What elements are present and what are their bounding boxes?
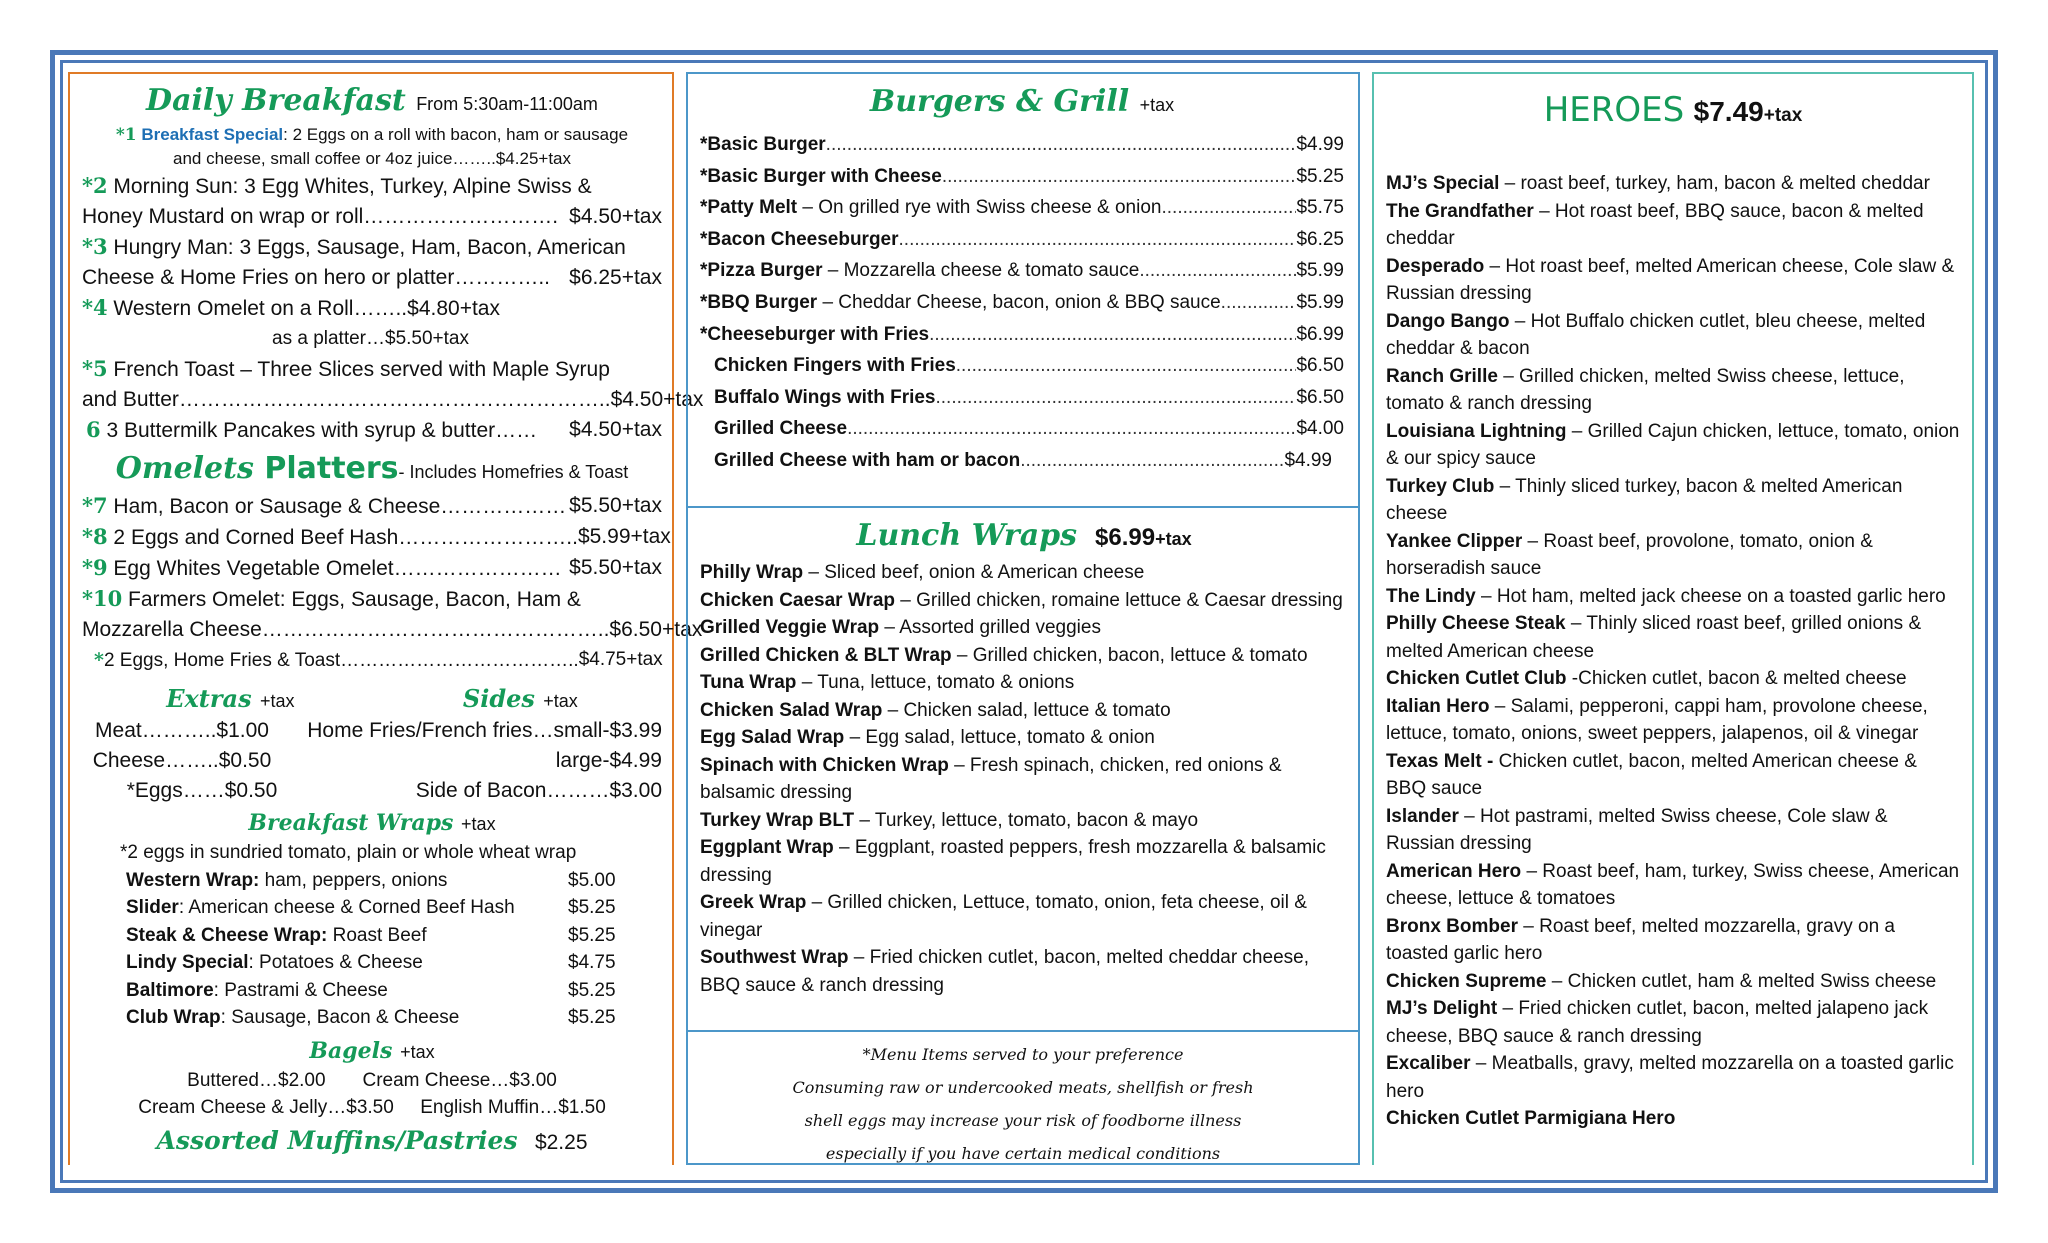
bagel-item: Cream Cheese & Jelly…$3.50 <box>138 1097 394 1118</box>
item-name: *Patty Melt <box>700 197 798 219</box>
item-price: $5.99 <box>1296 260 1344 282</box>
item-desc: : 2 Eggs on a roll with bacon, ham or sausage <box>283 125 629 144</box>
item-name: The Grandfather <box>1386 200 1534 222</box>
item-name: *Pizza Burger <box>700 260 823 282</box>
list-item <box>1386 693 1960 748</box>
item-name: Grilled Cheese <box>714 418 848 440</box>
item-desc: Chicken cutlet, bacon, melted American cheese & BBQ sauce <box>1386 750 1917 799</box>
lunch-wraps-list <box>700 559 1348 999</box>
leader-dots <box>1020 445 1284 477</box>
item-desc: French Toast – Three Slices served with Maple Syrup <box>107 358 610 381</box>
extras-item: *Eggs……$0.50 <box>126 779 278 802</box>
list-item <box>1386 858 1960 913</box>
item-price: $6.50+tax <box>609 618 703 641</box>
item-desc: – Hot roast beef, melted American cheese, Cole slaw & Russian dressing <box>1386 255 1955 304</box>
item-price: $4.99 <box>1284 449 1332 471</box>
item-name: Chicken Cutlet Parmigiana Hero <box>1386 1108 1676 1129</box>
item-desc: – Roast beef, ham, turkey, Swiss cheese, American cheese, lettuce & tomatoes <box>1386 860 1960 909</box>
item-name: *Bacon Cheeseburger <box>700 228 899 250</box>
heroes-title: HEROES <box>1543 90 1685 130</box>
item-desc: – Grilled chicken, Lettuce, tomato, onion, feta cheese, oil & vinegar <box>700 892 1307 941</box>
list-item <box>700 129 1344 161</box>
item-price: $6.50 <box>1296 355 1344 377</box>
item-name: Chicken Fingers with Fries <box>714 355 956 377</box>
item-name: Turkey Club <box>1386 475 1495 497</box>
item-name: Club Wrap <box>126 1007 221 1028</box>
item-desc: -Chicken cutlet, bacon & melted cheese <box>1566 668 1907 689</box>
list-item <box>700 287 1344 319</box>
muffins-price: $2.25 <box>534 1130 588 1154</box>
item-desc: – Hot Buffalo chicken cutlet, bleu cheese, melted cheddar & bacon <box>1386 310 1926 359</box>
item-price: $4.00 <box>1296 418 1344 440</box>
item-desc: 3 Buttermilk Pancakes with syrup & butter…… <box>100 419 538 442</box>
sides-item: large-$4.99 <box>555 749 662 772</box>
item-desc: Farmers Omelet: Eggs, Sausage, Bacon, Ham & <box>122 588 581 611</box>
list-item <box>1386 995 1960 1050</box>
item-desc: and Butter…………………………………………………….. <box>82 388 611 411</box>
sides-item: Side of Bacon………$3.00 <box>415 779 662 802</box>
item-price: $4.75 <box>568 952 616 973</box>
list-item <box>1386 583 1960 611</box>
burgers-tax: +tax <box>1139 95 1175 115</box>
list-item <box>700 382 1344 414</box>
bagels-title: Bagels <box>309 1037 393 1064</box>
item-number: *7 <box>82 493 108 518</box>
item-name: Italian Hero <box>1386 695 1490 717</box>
list-item <box>700 413 1344 445</box>
list-item <box>1386 170 1960 198</box>
item-price: $6.25+tax <box>569 266 662 289</box>
leader-dots <box>942 161 1297 193</box>
item-price: $6.25 <box>1296 228 1344 250</box>
leader-dots <box>936 382 1297 414</box>
list-item <box>1386 308 1960 363</box>
list-item <box>700 697 1348 725</box>
item-desc: – Tuna, lettuce, tomato & onions <box>796 672 1075 693</box>
breakfast-wraps-list <box>82 839 662 1032</box>
item-desc: – Fried chicken cutlet, bacon, melted jalapeno jack cheese, BBQ sauce & ranch dressing <box>1386 998 1929 1047</box>
list-item <box>1386 253 1960 308</box>
item-price: $4.75+tax <box>578 649 663 670</box>
item-desc: – Chicken salad, lettuce & tomato <box>882 699 1171 721</box>
muffins-heading <box>82 1126 662 1158</box>
bagel-item: Cream Cheese…$3.00 <box>362 1069 557 1091</box>
breakfast-item-4 <box>82 293 662 354</box>
item-price: $5.25 <box>568 979 616 1001</box>
item-desc: : Pastrami & Cheese <box>213 979 388 1001</box>
list-item <box>126 949 662 977</box>
list-item <box>700 350 1344 382</box>
heroes-heading <box>1386 90 1960 130</box>
item-name: Spinach with Chicken Wrap <box>700 754 949 776</box>
heroes-price: $7.49 <box>1693 96 1764 127</box>
leader-dots <box>899 224 1297 256</box>
omelets-subtitle: - Includes Homefries & Toast <box>398 462 629 482</box>
omelet-item-10 <box>82 584 703 645</box>
lunch-wraps-section <box>686 506 1360 1032</box>
item-number: *2 <box>82 173 108 198</box>
list-item <box>700 642 1348 670</box>
item-desc: – Grilled Cajun chicken, lettuce, tomato, onion & our spicy sauce <box>1386 420 1960 469</box>
item-name: MJ’s Special <box>1386 173 1500 194</box>
breakfast-item-6 <box>82 415 662 446</box>
item-desc: Egg Whites Vegetable Omelet…………………… <box>107 557 562 580</box>
item-name: *Basic Burger with Cheese <box>700 165 942 187</box>
item-desc: – Chicken cutlet, ham & melted Swiss cheese <box>1546 970 1937 992</box>
bagel-item: Buttered…$2.00 <box>187 1069 326 1091</box>
item-price: $5.25 <box>568 924 616 946</box>
item-desc: and cheese, small coffee or 4oz juice……..$4.25+tax <box>173 149 571 168</box>
item-desc: – Sliced beef, onion & American cheese <box>803 562 1145 583</box>
item-price: $5.50+tax <box>569 494 662 517</box>
breakfast-wraps-heading <box>82 808 662 839</box>
burgers-grill-section <box>686 72 1360 508</box>
lunch-wraps-tax: +tax <box>1155 529 1192 549</box>
item-desc: – Turkey, lettuce, tomato, bacon & mayo <box>854 809 1199 831</box>
item-name: Slider <box>126 897 179 918</box>
food-safety-notice <box>686 1030 1360 1165</box>
list-item <box>700 944 1348 999</box>
leader-dots <box>929 319 1296 351</box>
item-desc: – Roast beef, provolone, tomato, onion & horseradish sauce <box>1386 530 1873 579</box>
item-name: Chicken Salad Wrap <box>700 699 883 721</box>
heroes-list <box>1386 170 1960 1133</box>
breakfast-item-3 <box>82 232 662 293</box>
item-price: $4.99 <box>1296 134 1344 155</box>
heroes-tax: +tax <box>1763 105 1803 126</box>
list-item <box>1386 198 1960 253</box>
item-name: Ranch Grille <box>1386 365 1498 387</box>
breakfast-item-2 <box>82 171 662 232</box>
item-desc: 2 Eggs and Corned Beef Hash…………………….. <box>107 526 578 549</box>
item-desc: Roast Beef <box>327 924 427 946</box>
item-number: 6 <box>86 417 101 442</box>
omelet-item-7 <box>82 491 662 522</box>
list-item <box>1386 418 1960 473</box>
daily-breakfast-title: Daily Breakfast <box>146 83 406 118</box>
item-desc: as a platter…$5.50+tax <box>272 328 469 349</box>
item-desc: ham, peppers, onions <box>259 869 448 891</box>
item-name: *BBQ Burger <box>700 291 818 313</box>
list-item <box>126 894 662 922</box>
item-price: $5.99 <box>1296 291 1344 313</box>
extras-tax: +tax <box>259 691 295 711</box>
item-name: Chicken Caesar Wrap <box>700 589 896 611</box>
list-item <box>1386 803 1960 858</box>
item-desc: – Fresh spinach, chicken, red onions & balsamic dressing <box>700 754 1282 803</box>
item-name: Islander <box>1386 805 1459 827</box>
breakfast-wraps-intro: *2 eggs in sundried tomato, plain or whole wheat wrap <box>120 842 577 863</box>
list-item <box>1386 748 1960 803</box>
item-number: * <box>94 649 104 671</box>
item-price: $5.00 <box>568 869 616 891</box>
item-price: $5.25 <box>1296 165 1344 187</box>
notice-line: shell eggs may increase your risk of foodborne illness <box>804 1111 1242 1130</box>
item-price: $6.50 <box>1296 386 1344 408</box>
bagels-tax: +tax <box>400 1041 435 1062</box>
list-item <box>1386 610 1960 665</box>
list-item <box>1386 1050 1960 1105</box>
notice-line: especially if you have certain medical conditions <box>825 1144 1221 1163</box>
item-name: Egg Salad Wrap <box>700 727 845 748</box>
item-price: $4.50+tax <box>569 205 662 228</box>
breakfast-hours: From 5:30am-11:00am <box>416 94 598 114</box>
sides-title-group <box>463 684 578 716</box>
breakfast-item-5 <box>82 354 704 415</box>
item-name: Greek Wrap <box>700 892 807 913</box>
item-name: American Hero <box>1386 860 1522 882</box>
item-name: Texas Melt - <box>1386 750 1494 772</box>
breakfast-wraps-tax: +tax <box>461 814 496 834</box>
extras-sides-heading <box>82 684 662 716</box>
list-item <box>1386 473 1960 528</box>
item-name: Louisiana Lightning <box>1386 420 1567 442</box>
list-item <box>700 559 1348 587</box>
bagels-list <box>82 1067 662 1122</box>
item-desc: – Assorted grilled veggies <box>879 617 1101 638</box>
item-name: Western Wrap: <box>126 869 260 891</box>
item-name: Grilled Chicken & BLT Wrap <box>700 644 952 666</box>
burgers-title: Burgers & Grill <box>869 84 1130 119</box>
item-number: *5 <box>82 356 108 381</box>
item-desc: 2 Eggs, Home Fries & Toast……………………………….. <box>103 650 579 671</box>
item-name: Grilled Cheese with ham or bacon <box>714 449 1021 471</box>
lunch-wraps-title: Lunch Wraps <box>856 518 1078 553</box>
muffins-title: Assorted Muffins/Pastries <box>156 1125 518 1155</box>
list-item <box>1386 363 1960 418</box>
list-item <box>1386 913 1960 968</box>
item-desc: Cheese & Home Fries on hero or platter………….. <box>82 266 551 289</box>
list-item <box>700 807 1348 835</box>
extras-item: Meat………..$1.00 <box>95 719 269 742</box>
list-item <box>700 752 1348 807</box>
item-number: *4 <box>82 295 108 320</box>
item-price: $5.25 <box>568 897 616 918</box>
item-name: Philly Wrap <box>700 562 804 583</box>
daily-breakfast-heading <box>82 83 662 119</box>
sides-tax: +tax <box>543 691 578 711</box>
list-item <box>700 587 1348 615</box>
list-item <box>700 255 1344 287</box>
extras-sides-list <box>82 716 662 806</box>
item-price: $4.50+tax <box>569 418 662 441</box>
omelets-title: Omelets <box>115 451 254 486</box>
item-number: *3 <box>82 234 108 259</box>
item-name: Buffalo Wings with Fries <box>714 386 936 408</box>
item-desc: : Potatoes & Cheese <box>248 952 423 973</box>
item-desc: – Mozzarella cheese & tomato sauce <box>822 260 1140 282</box>
item-desc: – Salami, pepperoni, cappi ham, provolone cheese, lettuce, tomato, onions, sweet peppers, jalapenos, oil & vinegar <box>1386 695 1928 744</box>
item-desc: – Fried chicken cutlet, bacon, melted cheddar cheese, BBQ sauce & ranch dressing <box>700 947 1309 996</box>
item-desc: – Meatballs, gravy, melted mozzarella on a toasted garlic hero <box>1386 1053 1954 1102</box>
item-name: Lindy Special <box>126 952 249 973</box>
item-desc: – Grilled chicken, melted Swiss cheese, lettuce, tomato & ranch dressing <box>1386 365 1905 414</box>
lunch-wraps-heading <box>700 518 1348 553</box>
item-price: $5.50+tax <box>569 556 662 579</box>
omelet-item-9 <box>82 553 662 584</box>
item-price: $5.25 <box>568 1007 616 1028</box>
item-price: $5.99+tax <box>577 525 671 548</box>
item-name: MJ’s Delight <box>1386 998 1498 1019</box>
item-name: Chicken Supreme <box>1386 970 1547 992</box>
item-desc: – Egg salad, lettuce, tomato & onion <box>844 727 1155 748</box>
leader-dots <box>1221 287 1297 319</box>
leader-dots <box>826 129 1297 161</box>
item-name: Grilled Veggie Wrap <box>700 617 880 638</box>
item-desc: – Grilled chicken, romaine lettuce & Caesar dressing <box>895 589 1343 611</box>
item-number: *8 <box>82 524 108 549</box>
list-item <box>700 834 1348 889</box>
leader-dots <box>847 413 1296 445</box>
breakfast-special-name: Breakfast Special <box>141 125 284 144</box>
item-name: Baltimore <box>126 979 214 1001</box>
bagel-item: English Muffin…$1.50 <box>420 1097 606 1118</box>
burgers-heading <box>700 84 1344 119</box>
list-item <box>126 977 662 1005</box>
item-desc: – Hot roast beef, BBQ sauce, bacon & melted cheddar <box>1386 200 1924 249</box>
item-name: Excaliber <box>1386 1053 1471 1074</box>
burgers-wraps-column <box>686 72 1360 1165</box>
item-desc: Hungry Man: 3 Eggs, Sausage, Ham, Bacon, American <box>107 236 626 259</box>
list-item <box>700 724 1348 752</box>
item-price: $5.75 <box>1296 197 1344 219</box>
item-name: *Cheeseburger with Fries <box>700 323 930 345</box>
bagels-heading <box>82 1036 662 1067</box>
item-number: *10 <box>82 586 123 611</box>
item-desc: Honey Mustard on wrap or roll………………………. <box>82 205 559 228</box>
item-name: Turkey Wrap BLT <box>700 809 855 831</box>
lunch-wraps-price: $6.99 <box>1095 524 1156 551</box>
list-item <box>126 1004 662 1032</box>
item-name: Chicken Cutlet Club <box>1386 668 1567 689</box>
omelets-heading <box>82 451 662 487</box>
heroes-column <box>1372 72 1974 1165</box>
list-item <box>700 889 1348 944</box>
item-desc: – Cheddar Cheese, bacon, onion & BBQ sauce <box>817 291 1221 313</box>
list-item <box>700 192 1344 224</box>
leader-dots <box>1161 192 1296 224</box>
leader-dots <box>956 350 1297 382</box>
item-desc: – Hot ham, melted jack cheese on a toasted garlic hero <box>1475 585 1946 607</box>
item-name: Southwest Wrap <box>700 947 849 968</box>
item-name: Philly Cheese Steak <box>1386 613 1566 634</box>
extras-title-group <box>166 684 294 716</box>
item-desc: – Hot pastrami, melted Swiss cheese, Cole slaw & Russian dressing <box>1386 805 1888 854</box>
item-number: *9 <box>82 555 108 580</box>
platters-title: Platters <box>264 451 399 486</box>
item-desc: – Thinly sliced turkey, bacon & melted American cheese <box>1386 475 1903 524</box>
item-name: Desperado <box>1386 255 1485 277</box>
item-desc: – Grilled chicken, bacon, lettuce & tomato <box>951 644 1308 666</box>
list-item <box>1386 1105 1960 1133</box>
item-desc: – On grilled rye with Swiss cheese & onion <box>797 197 1162 219</box>
item-desc: – Roast beef, melted mozzarella, gravy on a toasted garlic hero <box>1386 915 1895 964</box>
item-desc: – Thinly sliced roast beef, grilled onions & melted American cheese <box>1386 613 1922 662</box>
sides-item: Home Fries/French fries…small-$3.99 <box>307 719 662 742</box>
item-desc: Ham, Bacon or Sausage & Cheese……………… <box>107 495 567 518</box>
list-item <box>700 161 1344 193</box>
item-name: Dango Bango <box>1386 310 1510 332</box>
breakfast-column <box>68 72 704 1165</box>
item-name: Yankee Clipper <box>1386 530 1523 552</box>
item-name: Eggplant Wrap <box>700 837 834 858</box>
notice-line: Consuming raw or undercooked meats, shellfish or fresh <box>792 1078 1254 1097</box>
breakfast-wraps-title: Breakfast Wraps <box>248 810 454 836</box>
item-name: Bronx Bomber <box>1386 915 1518 937</box>
list-item <box>1386 665 1960 693</box>
item-desc: : American cheese & Corned Beef Hash <box>178 897 515 918</box>
item-price: $6.99 <box>1296 323 1344 345</box>
leader-dots <box>1139 255 1296 287</box>
item-name: Steak & Cheese Wrap: <box>126 924 328 946</box>
item-desc: : Sausage, Bacon & Cheese <box>220 1007 460 1028</box>
list-item <box>700 614 1348 642</box>
notice-line: *Menu Items served to your preference <box>862 1045 1184 1064</box>
extras-item: Cheese……..$0.50 <box>92 749 272 772</box>
item-desc: Western Omelet on a Roll……..$4.80+tax <box>107 297 500 320</box>
list-item <box>1386 528 1960 583</box>
list-item <box>700 445 1344 477</box>
omelet-item-8 <box>82 522 671 553</box>
list-item <box>700 669 1348 697</box>
list-item <box>126 922 662 950</box>
extras-title: Extras <box>166 684 252 713</box>
list-item <box>1386 968 1960 996</box>
item-desc: – roast beef, turkey, ham, bacon & melted cheddar <box>1499 173 1930 194</box>
item-name: *Basic Burger <box>700 134 826 155</box>
list-item <box>700 319 1344 351</box>
item-price: $4.50+tax <box>610 388 704 411</box>
list-item <box>700 224 1344 256</box>
item-desc: Morning Sun: 3 Egg Whites, Turkey, Alpine Swiss & <box>107 175 592 198</box>
item-number: *1 <box>115 125 137 145</box>
item-name: The Lindy <box>1386 585 1476 607</box>
breakfast-item-1 <box>82 123 662 171</box>
omelet-item-eggs-platter <box>82 645 662 676</box>
item-name: Tuna Wrap <box>700 672 797 693</box>
list-item <box>126 867 662 895</box>
item-desc: – Eggplant, roasted peppers, fresh mozzarella & balsamic dressing <box>700 837 1326 886</box>
sides-title: Sides <box>462 684 535 713</box>
item-desc: Mozzarella Cheese………………………………………….. <box>82 618 610 641</box>
